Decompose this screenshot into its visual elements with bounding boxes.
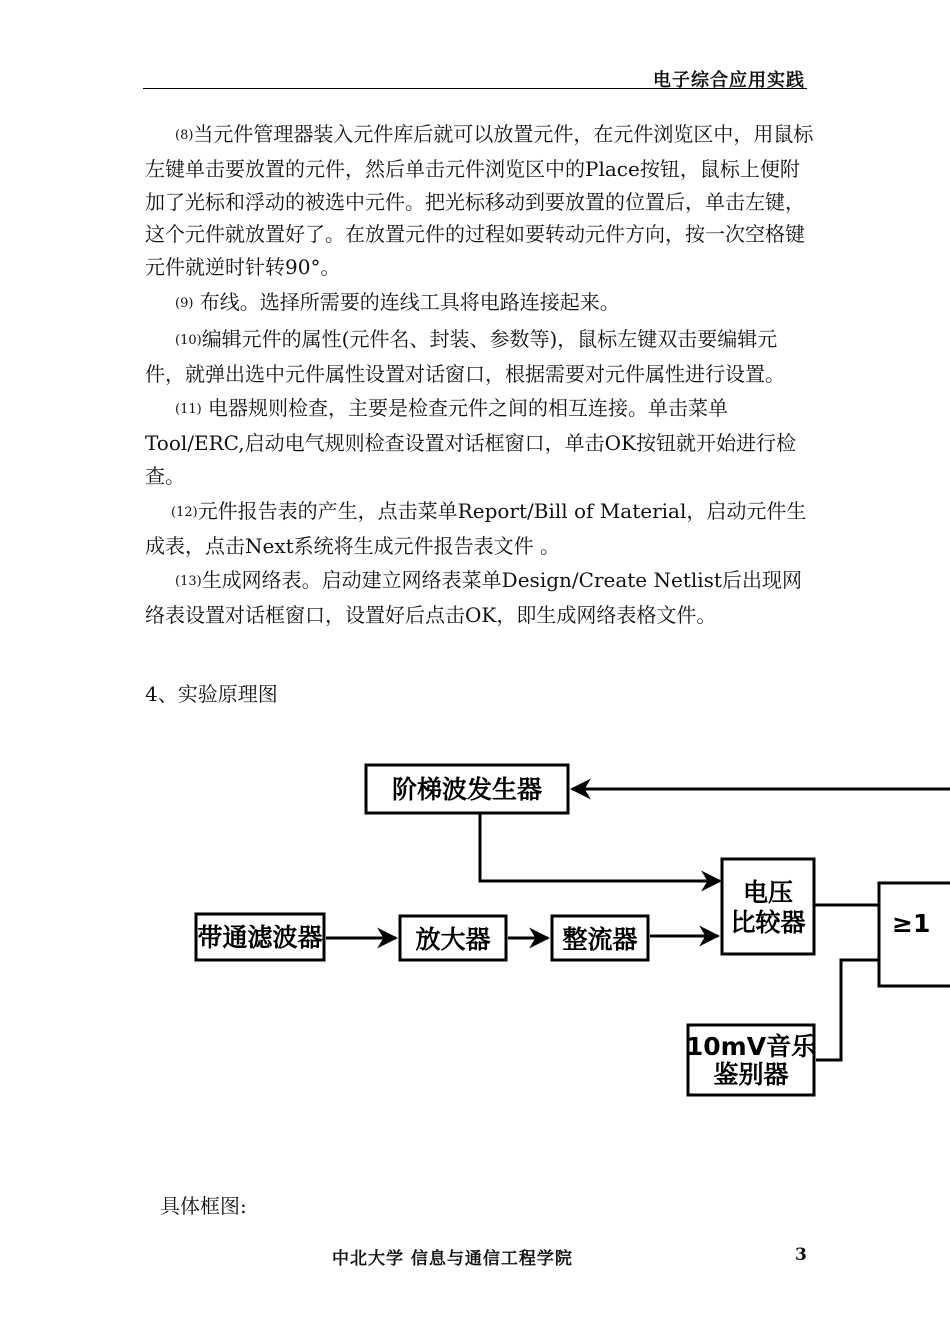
step-text: 生成网络表。启动建立网络表菜单Design/Create Netlist后出现网络表设置对话框窗口，设置好后点击OK，即生成网络表格文件。 <box>145 568 802 628</box>
staircase-generator-label: 阶梯波发生器 <box>391 775 543 804</box>
step-number: (11) <box>175 402 202 418</box>
step-text: 元件报告表的产生，点击菜单Report/Bill of Material，启动元件生成表，点击Next系统将生成元件报告表文件 。 <box>145 498 807 558</box>
amplifier-label: 放大器 <box>415 925 491 954</box>
header-title: 电子综合应用实践 <box>653 70 805 91</box>
step-paragraph <box>145 323 815 391</box>
step-text: 当元件管理器装入元件库后就可以放置元件，在元件浏览区中，用鼠标左键单击要放置的元件，然后单击元件浏览区中的Place按钮，鼠标上便附加了光标和浮动的被选中元件。把光标移动到要放置的位置后，单击左键，这个元件就放置好了。在放置元件的过程如要转动元件方向，按一次空格键元件就逆时针转90°。 <box>145 122 814 280</box>
step-text: 编辑元件的属性(元件名、封装、参数等)，鼠标左键双击要编辑元件，就弹出选中元件属性设置对话窗口，根据需要对元件属性进行设置。 <box>145 326 785 386</box>
rectifier-block <box>552 916 648 960</box>
staircase-to-comparator-arrow <box>480 813 720 881</box>
or-gate-block <box>879 883 950 986</box>
section-title: 4、实验原理图 <box>145 682 278 706</box>
bandpass-filter-label: 带通滤波器 <box>197 923 323 952</box>
step-number: (10) <box>175 332 202 348</box>
step-text: 电器规则检查，主要是检查元件之间的相互连接。单击菜单Tool/ERC,启动电气规则检查设置对话框窗口，单击OK按钮就开始进行检查。 <box>145 396 796 488</box>
step-number: (12) <box>171 504 198 520</box>
block-diagram <box>150 745 950 1105</box>
voltage-comparator-block <box>722 859 814 954</box>
header-divider <box>143 88 807 89</box>
bandpass-filter-block <box>196 914 324 960</box>
step-number: (8) <box>175 128 194 143</box>
discriminator-to-gate-line <box>816 960 879 1060</box>
step-paragraph <box>145 564 815 632</box>
footer-title: 中北大学 信息与通信工程学院 <box>332 1249 573 1269</box>
rectifier-label: 整流器 <box>562 925 638 954</box>
body-text <box>145 118 815 634</box>
or-gate-label: ≥1 <box>892 909 931 938</box>
step-text: 布线。选择所需要的连线工具将电路连接起来。 <box>199 289 620 314</box>
music-discriminator-block <box>686 1025 817 1095</box>
comparator-label-line2: 比较器 <box>730 908 806 937</box>
step-paragraph <box>145 286 815 321</box>
step-paragraph <box>145 118 815 284</box>
music-discriminator-label-line1: 10mV音乐 <box>685 1032 817 1061</box>
sub-title: 具体框图: <box>160 1194 247 1218</box>
comparator-label-line1: 电压 <box>742 878 794 907</box>
page-number: 3 <box>795 1245 807 1265</box>
step-number: (13) <box>175 574 202 590</box>
staircase-generator-block <box>366 765 568 813</box>
music-discriminator-label-line2: 鉴别器 <box>713 1060 789 1089</box>
step-paragraph <box>145 495 815 563</box>
amplifier-block <box>400 916 506 960</box>
step-number: (9) <box>175 295 194 311</box>
step-paragraph <box>145 392 815 492</box>
